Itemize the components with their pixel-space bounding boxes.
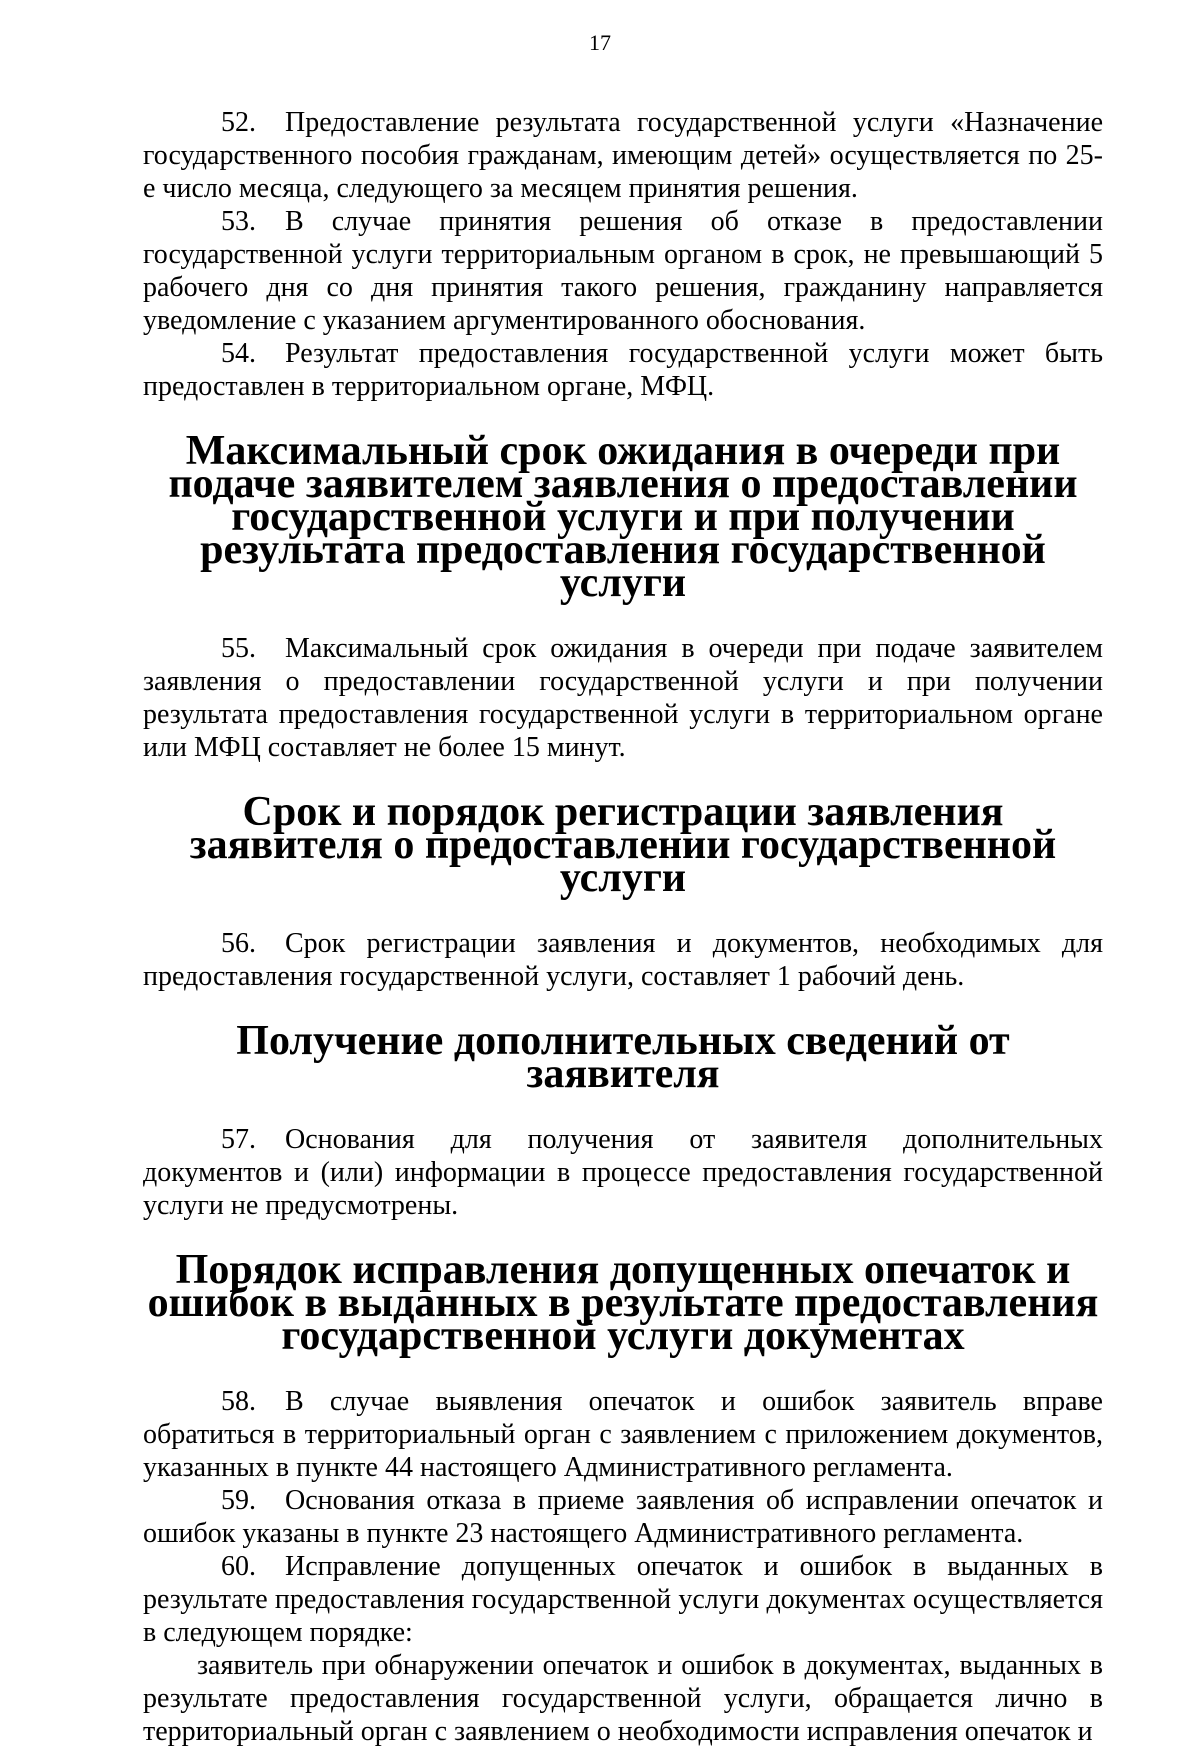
- section-heading-registration: Срок и порядок регистрации заявления заявителя о предоставлении государственной услуги: [189, 789, 1057, 901]
- paragraph-52: [143, 106, 1103, 205]
- page-number: 17: [589, 30, 611, 55]
- paragraph-54: [143, 337, 1103, 403]
- paragraph-58: [143, 1385, 1103, 1484]
- paragraph-number: 59.: [221, 1485, 256, 1516]
- section-heading-waiting-time: Максимальный срок ожидания в очереди при подаче заявителем заявления о предоставлении государственной услуги и при получении результата предоставления государственной услуги: [168, 428, 1078, 606]
- paragraph-number: 54.: [221, 338, 256, 369]
- paragraph-text: В случае выявления опечаток и ошибок заявитель вправе обратиться в территориальный орган с заявлением с приложением документов, указанных в пункте 44 настоящего Административного регламента.: [143, 1386, 1103, 1483]
- paragraph-60: [143, 1550, 1103, 1649]
- paragraph-57: [143, 1123, 1103, 1222]
- section-heading-additional-info: Получение дополнительных сведений от заявителя: [236, 1018, 1010, 1097]
- section-heading-corrections: Порядок исправления допущенных опечаток и ошибок в выданных в результате предоставления государственной услуги документах: [147, 1247, 1099, 1359]
- paragraph-continuation: заявитель при обнаружении опечаток и ошибок в документах, выданных в результате предоставления государственной услуги, обращается лично в территориальный орган с заявлением о необходимости исправления опечаток и: [143, 1650, 1103, 1747]
- paragraph-number: 52.: [221, 107, 256, 138]
- paragraph-text: Предоставление результата государственной услуги «Назначение государственного пособия гражданам, имеющим детей» осуществляется по 25-е число месяца, следующего за месяцем принятия решения.: [143, 107, 1103, 204]
- paragraph-text: Результат предоставления государственной услуги может быть предоставлен в территориальном органе, МФЦ.: [143, 338, 1103, 402]
- paragraph-53: [143, 205, 1103, 337]
- paragraph-number: 57.: [221, 1124, 256, 1155]
- paragraph-text: Максимальный срок ожидания в очереди при подаче заявителем заявления о предоставлении государственной услуги и при получении результата предоставления государственной услуги в территориальном органе или МФЦ составляет не более 15 минут.: [143, 633, 1103, 763]
- paragraph-number: 56.: [221, 928, 256, 959]
- paragraph-number: 55.: [221, 633, 256, 664]
- paragraph-56: [143, 927, 1103, 993]
- paragraph-text: Исправление допущенных опечаток и ошибок в выданных в результате предоставления государственной услуги документах осуществляется в следующем порядке:: [143, 1551, 1103, 1648]
- paragraph-number: 58.: [221, 1386, 256, 1417]
- document-body: [143, 106, 1103, 1748]
- paragraph-59: [143, 1484, 1103, 1550]
- paragraph-text: В случае принятия решения об отказе в предоставлении государственной услуги территориальным органом в срок, не превышающий 5 рабочего дня со дня принятия такого решения, гражданину направляется уведомление с указанием аргументированного обоснования.: [143, 206, 1103, 336]
- paragraph-number: 53.: [221, 206, 256, 237]
- paragraph-55: [143, 632, 1103, 764]
- paragraph-text: Срок регистрации заявления и документов, необходимых для предоставления государственной услуги, составляет 1 рабочий день.: [143, 928, 1103, 992]
- paragraph-number: 60.: [221, 1551, 256, 1582]
- paragraph-text: Основания для получения от заявителя дополнительных документов и (или) информации в процессе предоставления государственной услуги не предусмотрены.: [143, 1124, 1103, 1221]
- paragraph-text: Основания отказа в приеме заявления об исправлении опечаток и ошибок указаны в пункте 23 настоящего Административного регламента.: [143, 1485, 1103, 1549]
